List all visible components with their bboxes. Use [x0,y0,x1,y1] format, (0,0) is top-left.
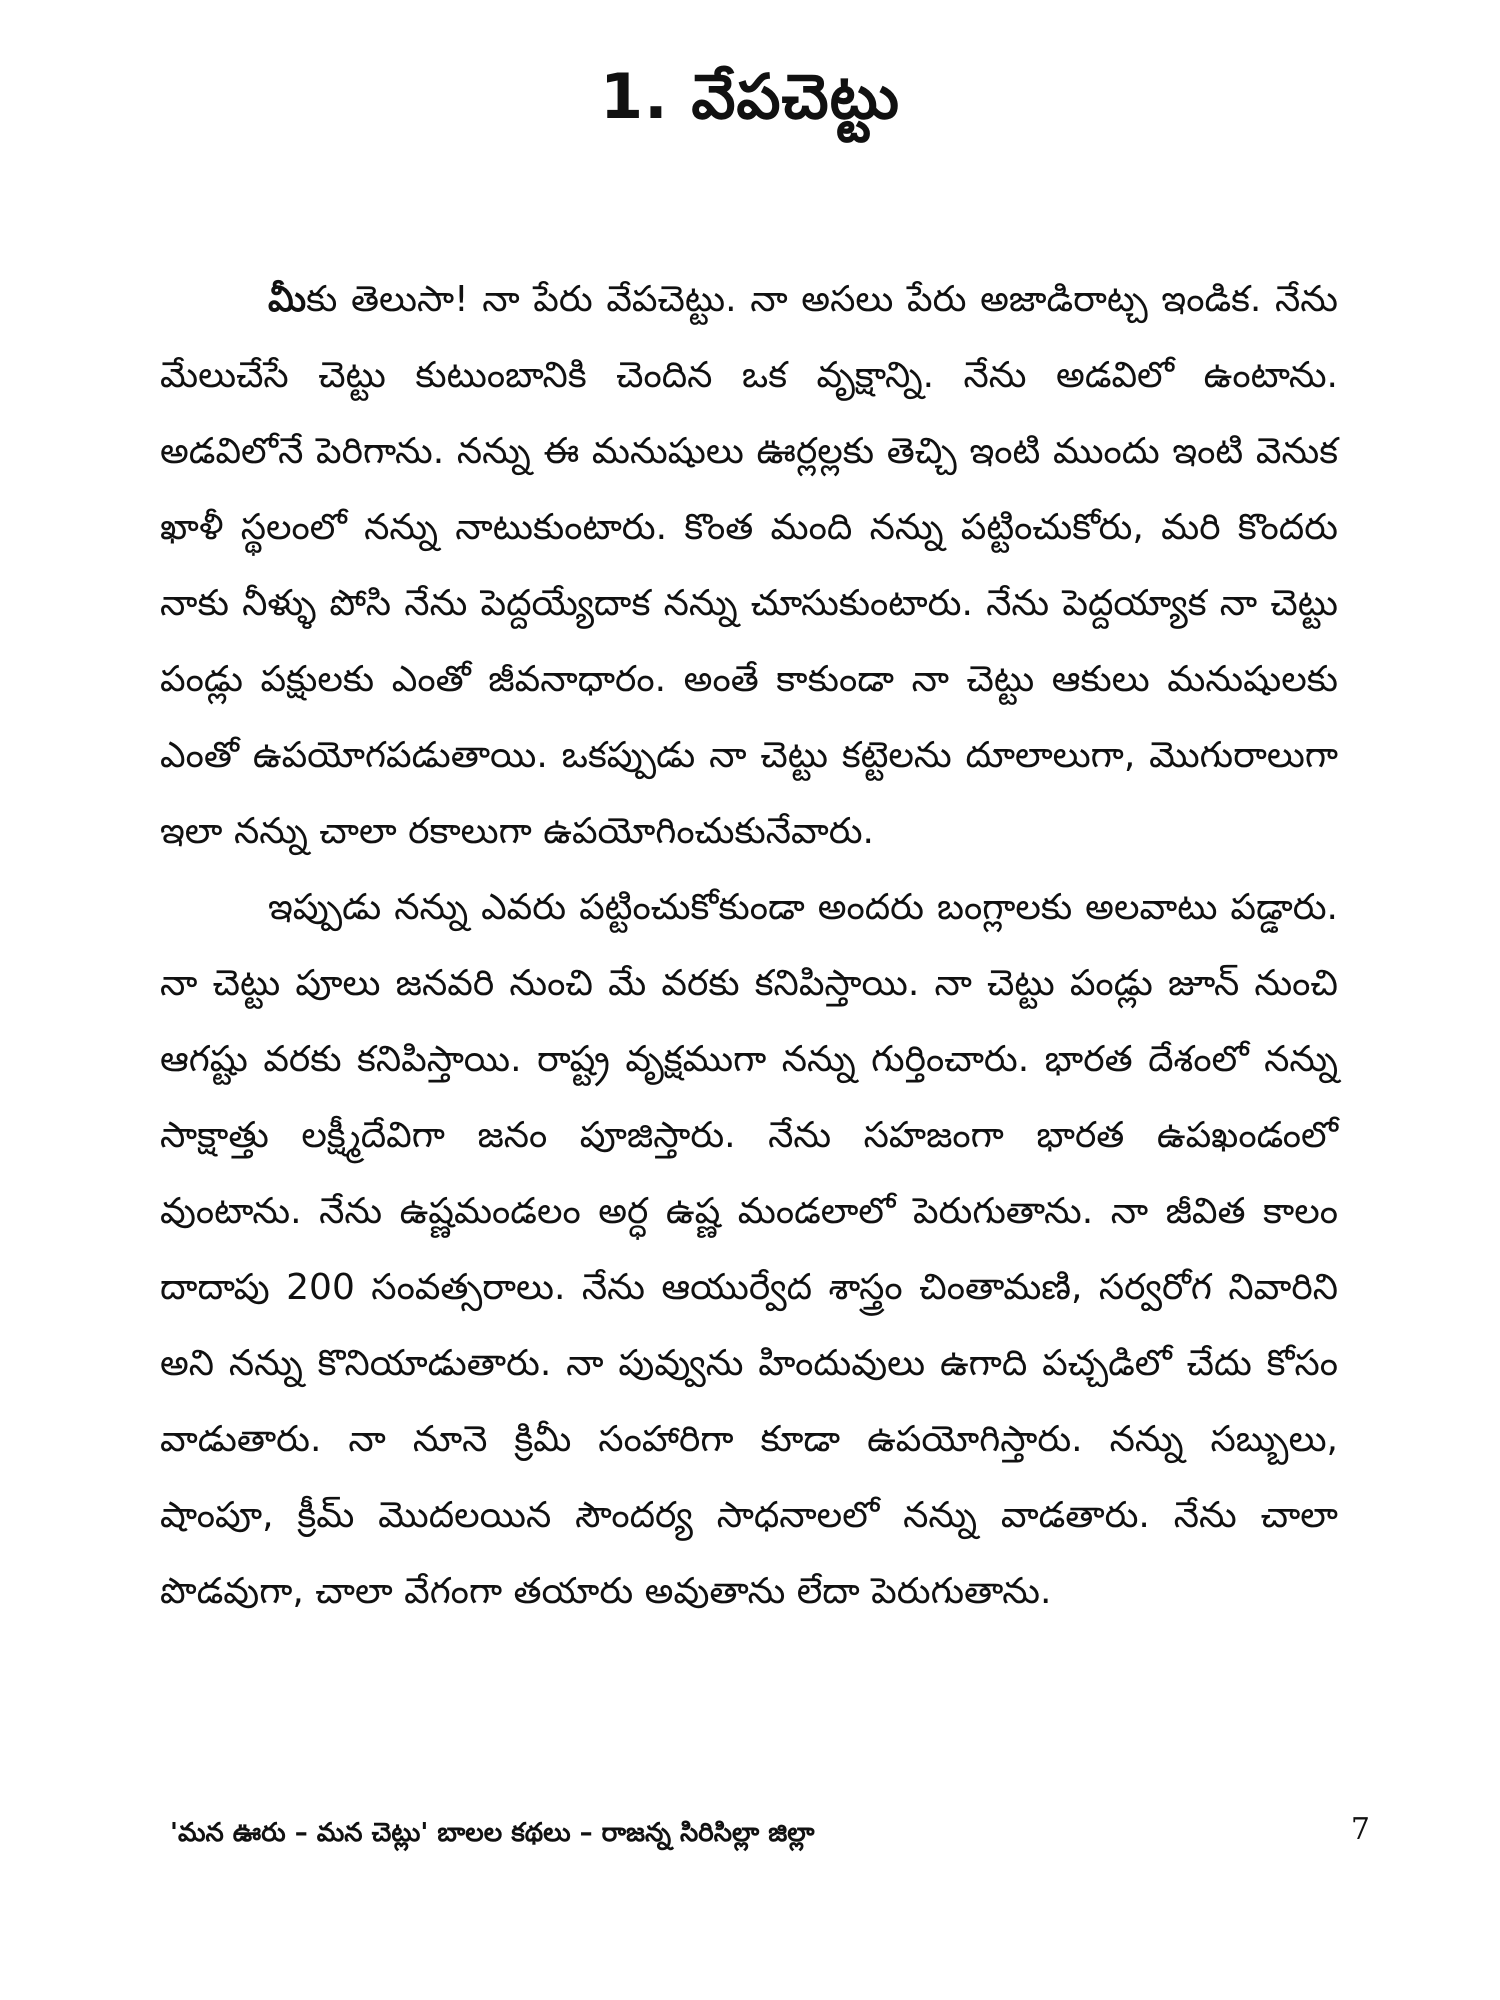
story-body [160,262,1338,1630]
paragraph-2 [160,870,1338,1630]
paragraph-1-text: కు తెలుసా! నా పేరు వేపచెట్టు. నా అసలు పేరు అజాడిరాట్చ ఇండిక. నేను మేలుచేసే చెట్టు కుటుంబానికి చెందిన ఒక వృక్షాన్ని. నేను అడవిలో ఉంటాను. అడవిలోనే పెరిగాను. నన్ను ఈ మనుషులు ఊర్లల్లకు తెచ్చి ఇంటి ముందు ఇంటి వెనుక ఖాళీ స్థలంలో నన్ను నాటుకుంటారు. కొంత మంది నన్ను పట్టించుకోరు, మరి కొందరు నాకు నీళ్ళు పోసి నేను పెద్దయ్యేదాక నన్ను చూసుకుంటారు. నేను పెద్దయ్యాక నా చెట్టు పండ్లు పక్షులకు ఎంతో జీవనాధారం. అంతే కాకుండా నా చెట్టు ఆకులు మనుషులకు ఎంతో ఉపయోగపడుతాయి. ఒకప్పుడు నా చెట్టు కట్టెలను దూలాలుగా, మొగురాలుగా ఇలా నన్ను చాలా రకాలుగా ఉపయోగించుకునేవారు. [160,279,1338,852]
paragraph-1 [160,262,1338,870]
paragraph-2-text: ఇప్పుడు నన్ను ఎవరు పట్టించుకోకుండా అందరు బంగ్లాలకు అలవాటు పడ్డారు. నా చెట్టు పూలు జనవరి నుంచి మే వరకు కనిపిస్తాయి. నా చెట్టు పండ్లు జూన్ నుంచి ఆగష్టు వరకు కనిపిస్తాయి. రాష్ట్ర వృక్షముగా నన్ను గుర్తించారు. భారత దేశంలో నన్ను సాక్షాత్తు లక్ష్మీదేవిగా జనం పూజిస్తారు. నేను సహజంగా భారత ఉపఖండంలో వుంటాను. నేను ఉష్ణమండలం అర్ధ ఉష్ణ మండలాలో పెరుగుతాను. నా జీవిత కాలం దాదాపు 200 సంవత్సరాలు. నేను ఆయుర్వేద శాస్త్రం చింతామణి, సర్వరోగ నివారిని అని నన్ను కొనియాడుతారు. నా పువ్వును హిందువులు ఉగాది పచ్చడిలో చేదు కోసం వాడుతారు. నా నూనె క్రిమీ సంహారిగా కూడా ఉపయోగిస్తారు. నన్ను సబ్బులు, షాంపూ, క్రీమ్ మొదలయిన సౌందర్య సాధనాలలో నన్ను వాడతారు. నేను చాలా పొడవుగా, చాలా వేగంగా తయారు అవుతాను లేదా పెరుగుతాను. [160,887,1338,1612]
paragraph-1-lead: మీ [268,279,307,320]
page-number: 7 [1350,1812,1370,1847]
book-footer: 'మన ఊరు – మన చెట్లు' బాలల కథలు – రాజన్న సిరిసిల్లా జిల్లా [170,1818,815,1848]
page-title: 1. వేపచెట్టు [600,60,900,133]
